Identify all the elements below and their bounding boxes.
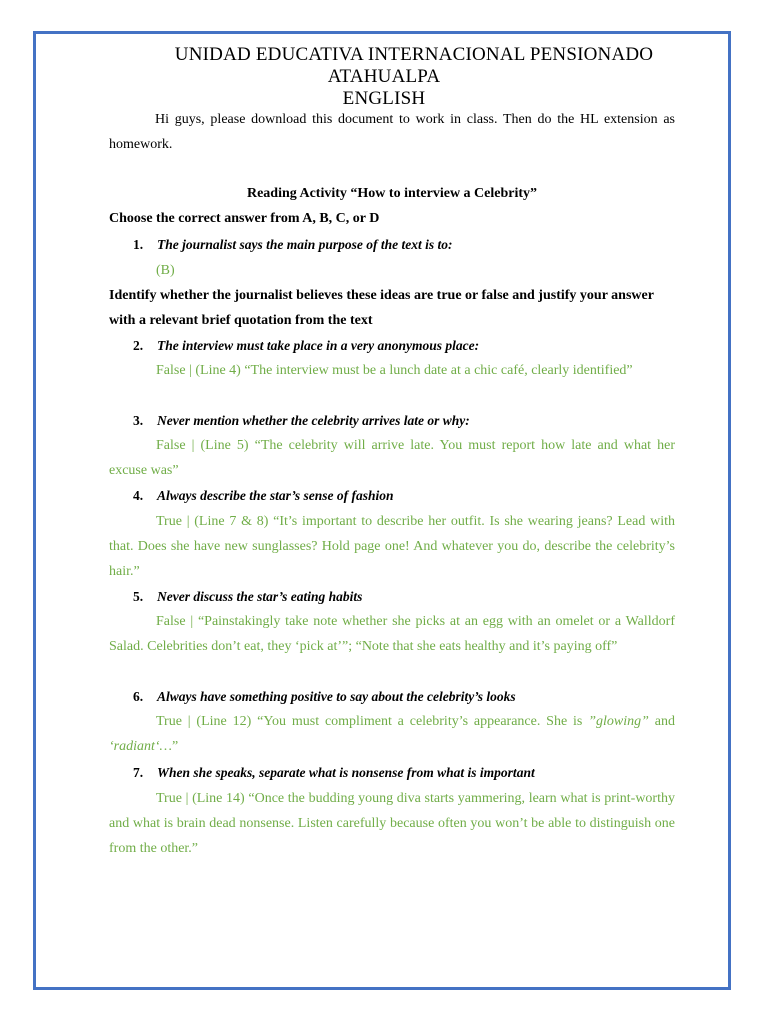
question-number: 3. — [133, 413, 144, 428]
question-number: 7. — [133, 765, 144, 780]
quoted-word-glowing: ”glowing” — [588, 714, 649, 729]
question-7 — [133, 762, 535, 784]
question-text: Always have something positive to say about the celebrity’s looks — [157, 689, 516, 704]
question-number: 2. — [133, 338, 144, 353]
answer-4: True | (Line 7 & 8) “It’s important to describe her outfit. Is she wearing jeans? Lead with that. Does she have new sunglasses? Hold page one! And whatever you do, describe the celebrity’s hair.” — [109, 514, 675, 579]
answer-5: False | “Painstakingly take note whether she picks at an egg with an omelet or a Walldorf Salad. Celebrities don’t eat, they ‘pick at’”; “Note that she eats healthy and it’s paying off” — [109, 614, 675, 654]
question-text: When she speaks, separate what is nonsense from what is important — [157, 765, 535, 780]
answer-text: ” — [172, 739, 179, 754]
question-6 — [133, 686, 516, 708]
question-text: Never mention whether the celebrity arrives late or why: — [157, 413, 470, 428]
answer-6 — [109, 709, 675, 759]
question-number: 5. — [133, 589, 144, 604]
answer-2: False | (Line 4) “The interview must be a lunch date at a chic café, clearly identified” — [156, 363, 633, 378]
question-1 — [133, 234, 453, 256]
answer-text: True | (Line 12) “You must compliment a celebrity’s appearance. She is — [156, 714, 589, 729]
choose-instruction: Choose the correct answer from A, B, C, or D — [109, 211, 380, 226]
question-text: Never discuss the star’s eating habits — [157, 589, 363, 604]
question-number: 6. — [133, 689, 144, 704]
intro-paragraph: Hi guys, please download this document to work in class. Then do the HL extension as homework. — [109, 112, 675, 152]
answer-1: (B) — [156, 263, 175, 278]
question-5 — [133, 586, 362, 608]
question-2 — [133, 335, 479, 357]
subject-title: ENGLISH — [342, 88, 426, 109]
activity-title: Reading Activity “How to interview a Celebrity” — [246, 186, 538, 201]
school-name-line2: ATAHUALPA — [327, 66, 441, 87]
question-3 — [133, 410, 470, 432]
question-4 — [133, 485, 394, 507]
question-number: 1. — [133, 237, 144, 252]
answer-text: and — [648, 714, 675, 729]
quoted-word-radiant: ‘radiant‘… — [109, 739, 172, 754]
question-text: The journalist says the main purpose of the text is to: — [157, 237, 453, 252]
question-text: Always describe the star’s sense of fashion — [157, 488, 394, 503]
question-text: The interview must take place in a very anonymous place: — [157, 338, 480, 353]
identify-instruction: Identify whether the journalist believes these ideas are true or false and justify your answer with a relevant brief quotation from the text — [109, 288, 654, 328]
question-number: 4. — [133, 488, 144, 503]
school-name-line1: UNIDAD EDUCATIVA INTERNACIONAL PENSIONADO — [174, 44, 654, 65]
answer-3: False | (Line 5) “The celebrity will arrive late. You must report how late and what her excuse was” — [109, 438, 675, 478]
answer-7: True | (Line 14) “Once the budding young diva starts yammering, learn what is print-worthy and what is brain dead nonsense. Listen carefully because often you won’t be able to distinguish one from the other.” — [109, 791, 675, 856]
